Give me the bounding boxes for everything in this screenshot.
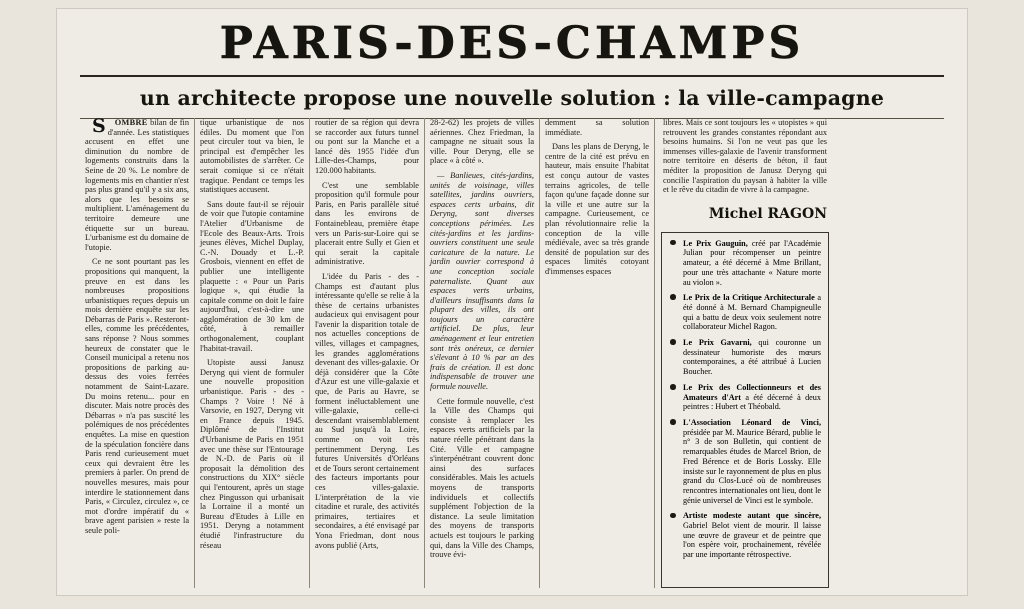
masthead-rule xyxy=(80,75,944,77)
paragraph: Utopiste aussi Janusz Deryng qui vient de formuler une nouvelle proposition urbanistique. Paris - des - Champs ? Voire ! Né à Varsovie, en 1927, Deryng vit en France depuis 1945. Diplômé de l'Institut d'Urbanisme de Paris en 1951 avec une thèse sur l'Entourage de N.-D. de Paris où il proposait la démolition des constructions du XIX° siècle qui l'entourent, après un stage chez Pingusson qui urbanisait la Lorraine il a monté un Bureau d'Etudes à Lille en 1951. Deryng a notamment étudié l'infrastructure du réseau xyxy=(200,358,304,550)
news-item xyxy=(669,338,821,377)
paragraph: L'idée du Paris - des - Champs est d'autant plus intéressante qu'elle se relie à la thèse de certains urbanistes audacieux qui envisagent pour l'avenir la disparition totale de nos actuelles conceptions de villes, villages et campagnes, les grandes agglomérations devenant des villes-galaxie. Or déjà considérer que la Côte d'Azur est une ville-galaxie et que, de Paris au Havre, se forment inéluctablement une ville-galaxie, celle-ci descendant vraisemblablement au Sud jusqu'à la Loire, comme on voit très pertinemment Deryng. Les futures Universités d'Orléans et de Tours seront certainement des facteurs importants pour ces villes-galaxie. L'interprétation de la vie citadine et rurale, des activités primaires, tertiaires et secondaires, a été envisagé par Yona Friedman, dont nous avons publié (Arts, xyxy=(315,271,419,550)
article-column-6-text xyxy=(661,118,829,200)
small-caps-lead: OMBRE xyxy=(114,118,148,127)
paragraph: Sans doute faut-il se réjouir de voir que l'utopie contamine l'Atelier d'Urbanisme de l'Ecole des Beaux-Arts. Trois jeunes élèves, Michel Duplay, C.-N. Douady et L.-P. Grosbois, viennent en effet de publier une intelligente plaquette : « Pour un Paris logique », qui étudie la capitale comme on doit le faire aujourd'hui, c'est-à-dire une agglomération de 30 km de côté, à remailler orthogonalement, couplant l'habitat-travail. xyxy=(200,199,304,353)
news-brief-box xyxy=(661,232,829,588)
paragraph-text: bilan de fin d'année. Les statistiques accusent en effet une diminution du nombre de logements construits dans la Seine de 20 %. Le nombre de logements mis en chantier n'est pas plus grand qu'il y a six ans, alors que les besoins se multiplient. L'aménagement du territoire demeure une étiquette sur un bureau. L'urbanisme est du domaine de l'utopie. xyxy=(85,118,189,252)
news-item xyxy=(669,383,821,412)
paragraph: demment sa solution immédiate. xyxy=(545,118,649,137)
paragraph-quote: — Banlieues, cités-jardins, unités de voisinage, villes satellites, jardins ouvriers, espaces certs urbains, dit Deryng, sont diverses conceptions périmées. Les cités-jardins et les jardins-ouvriers constituent une seule caricature de la nature. Le jardin ouvrier correspond à une conception sociale paternaliste. Quant aux espaces verts urbains, d'ailleurs insuffisants dans la plupart des villes, ils ont toujours un caractère artificiel. De plus, leur aménagement et leur entretien sont très onéreux, ce dernier s'élevant à 10 % par an des frais de création. Il est donc indispensable de trouver une formule nouvelle. xyxy=(430,170,534,392)
news-item xyxy=(669,418,821,505)
news-item xyxy=(669,239,821,288)
news-item xyxy=(669,511,821,560)
news-item-lead: Le Prix Gauguin, xyxy=(683,238,748,248)
paragraph: 28-2-62) les projets de villes aériennes. Chez Friedman, la campagne ne situait sous la ville. Pour Deryng, elle se place « à côté ». xyxy=(430,118,534,166)
paragraph: tique urbanistique de nos édiles. Du moment que l'on peut circuler tout va bien, le principal est d'empêcher les automobilistes de s'arrêter. Ce serait comique si ce n'était tragique. Pendant ce temps les statistiques accusent. xyxy=(200,118,304,195)
paragraph: Cette formule nouvelle, c'est la Ville des Champs qui consiste à remplacer les espaces verts artificiels par la nature réelle pénétrant dans la Cité. Ville et campagne s'interpénétrant couvrent donc ainsi des surfaces considérables. Mais les actuels moyens de transports individuels et collectifs supplément l'objection de la distance. La seule limitation des moyens de transports actuels est toujours le parking qui, dans la Ville des Champs, trouve évi- xyxy=(430,396,534,560)
bullet-icon xyxy=(670,513,676,519)
news-item-lead: Le Prix des Collectionneurs et des Amateurs d'Art xyxy=(683,382,821,402)
subtitle: un architecte propose une nouvelle solution : la ville-campagne xyxy=(139,86,885,110)
paragraph: routier de sa région qui devra se raccorder aux futurs tunnel ou pont sur la Manche et a lancé dès 1955 l'idée d'un Lille-des-Champs, pour 120.000 habitants. xyxy=(315,118,419,175)
news-item-lead: Artiste modeste autant que sincère, xyxy=(683,511,821,521)
bullet-icon xyxy=(670,339,676,345)
paragraph: C'est une semblable proposition qu'il formule pour Paris, en Paris parallèle situé dans les environs de Fontainebleau, première étape vers un Paris-sur-Loire qui se placerait entre Sully et Gien et qui serait la capitale administrative. xyxy=(315,180,419,267)
masthead xyxy=(56,8,968,119)
article-column-5 xyxy=(539,118,654,588)
bullet-icon xyxy=(670,419,676,425)
paragraph: Dans les plans de Deryng, le centre de la cité est prévu en hauteur, mais ensuite l'habitat est conçu autour de vastes terrains agricoles, de telle façon qu'une façade donne sur la ville et une autre sur la campagne. Curieusement, ce plan révolutionnaire relie la conception de la ville médiévale, avec sa très grande densité de population sur des espaces limités cotoyant d'immenses espaces xyxy=(545,142,649,276)
news-item-lead: Le Prix de la Critique Architecturale xyxy=(683,293,815,303)
bullet-icon xyxy=(670,294,676,300)
bullet-icon xyxy=(670,240,676,246)
article-column-1 xyxy=(80,115,194,588)
paragraph: Ce ne sont pourtant pas les propositions qui manquent, la preuve en est dans les nombreuses propositions urbanistiques reçues depuis un mois dernière enquête sur les Débarras de Paris ». Resteront-elles, comme les précédentes, sans réponse ? Nous sommes heureux de constater que le Conseil municipal a retenu nos propositions de parking au-dessus des voies ferrées notamment de Saint-Lazare. Du moins retenu... pour en discuter. Mais notre procès des Débarras » n'a pas suscité les polémiques de nos précédentes enquêtes. La mise en question de la spéculation foncière dans Paris rend curieusement muet ceux qui devraient être les premiers à parler. On prend de nouvelles mesures, mais pour interdire le stationnement dans Paris, « Circulez, circulez », ce mot d'ordre impératif du « brave agent parisien » reste la seule poli- xyxy=(85,257,189,535)
bullet-icon xyxy=(670,384,676,390)
author-signature: Michel RAGON xyxy=(708,205,827,222)
newspaper-page xyxy=(56,8,968,596)
news-item-text: créé par l'Académie Julian pour récompenser un peintre amateur, a été décerné à Mme Brillant, pour une très attachante « Nature morte au violon ». xyxy=(683,238,821,287)
paragraph xyxy=(85,115,189,252)
page-title: PARIS-DES-CHAMPS xyxy=(219,18,805,69)
news-item-text: a été décerné à deux peintres : Hubert et Théobald. xyxy=(683,392,821,412)
article-column-4 xyxy=(424,118,539,588)
news-item-lead: L'Association Léonard de Vinci, xyxy=(683,418,821,427)
news-item-text: a été donné à M. Bernard Champigneulle qui a battu de deux voix seulement notre collaborateur Michel Ragon. xyxy=(683,293,821,332)
news-item-text: Gabriel Belot vient de mourir. Il laisse une œuvre de graveur et de peintre que l'on espère voir, prochainement, révélée par une importante rétrospective. xyxy=(683,521,821,560)
article-column-6 xyxy=(654,118,835,588)
article-body xyxy=(80,115,946,588)
news-item-lead: Le Prix Gavarni, xyxy=(683,338,752,348)
article-column-2 xyxy=(194,118,309,588)
news-item-text: présidée par M. Maurice Bérard, publie le n° 3 de son Bulletin, qui contient de remarquables études de Marcel Brion, de Fred Bérence et de Boris Lossky. Elle insiste sur le rayonnement de plus en plus grand du Clos-Lucé où de nombreuses rencontres internationales ont lieu, dont le génie universel de Vinci est le symbole. xyxy=(683,427,821,505)
news-item-text: qui couronne un dessinateur humoriste des mœurs contemporaines, a été attribué à Lucien Boucher. xyxy=(683,338,821,377)
article-column-3 xyxy=(309,118,424,588)
drop-cap: S xyxy=(92,115,106,137)
paragraph: libres. Mais ce sont toujours les « utopistes » qui retrouvent les grandes constantes répondant aux besoins humains. Si l'on ne veut pas que les immenses villes-galaxie de l'avenir transforment notre territoire en déserts de béton, il faut méditer la proposition de Janusz Deryng qui concilie l'aspiration du paysan à habiter la ville et le rêve du citadin de vivre à la campagne. xyxy=(663,118,827,195)
news-item xyxy=(669,293,821,332)
